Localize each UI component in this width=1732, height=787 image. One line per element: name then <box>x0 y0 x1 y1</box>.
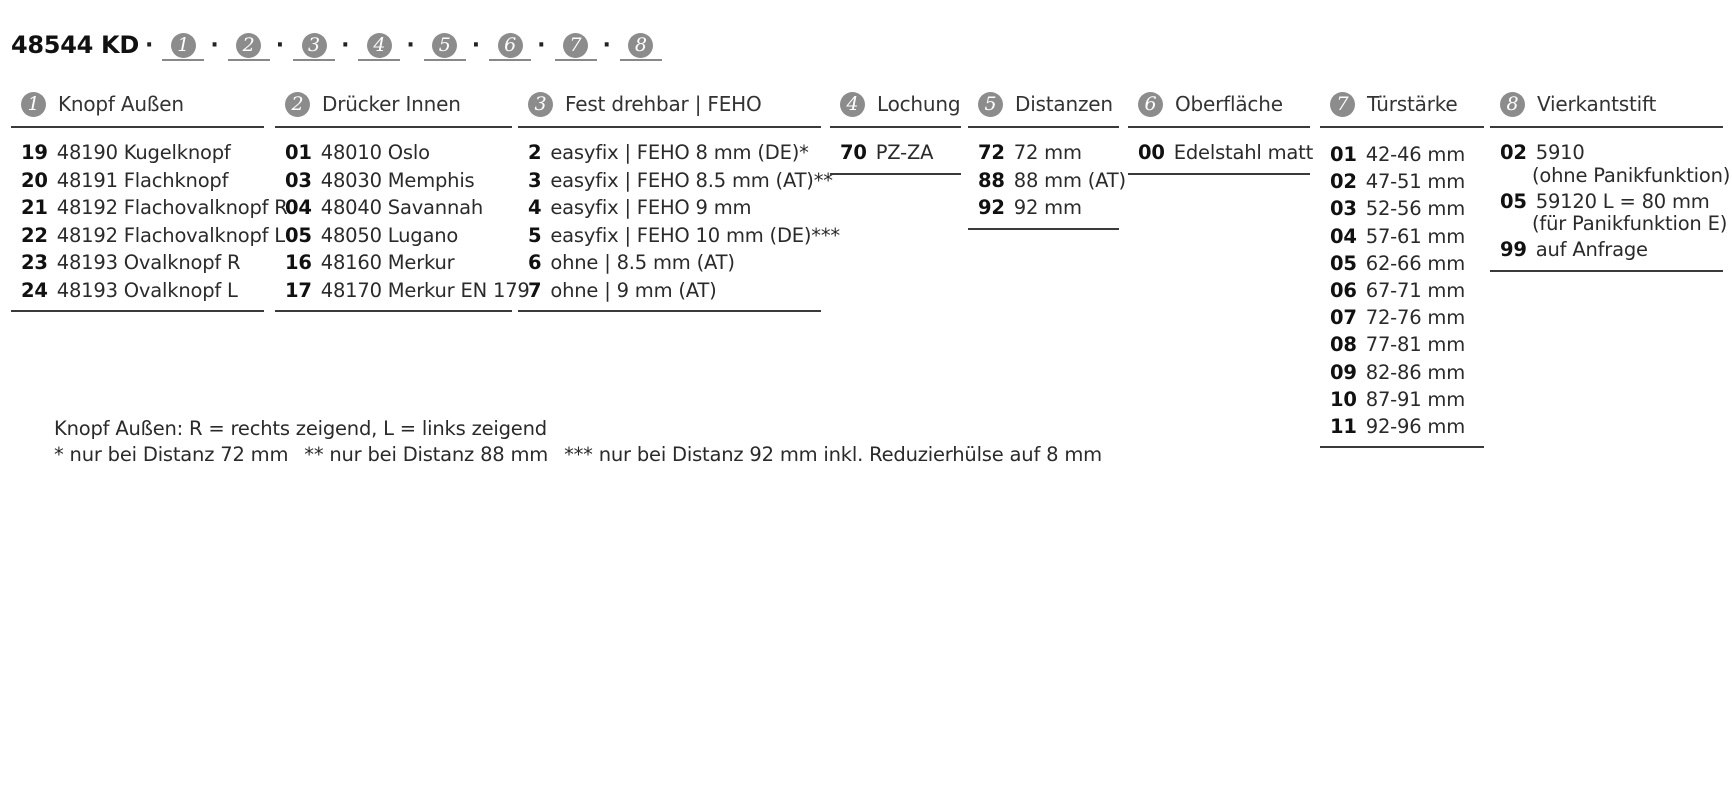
code-separator: · <box>144 32 154 58</box>
list-item <box>1330 141 1484 168</box>
column-fest-drehbar-feho <box>518 82 840 312</box>
column-number-badge: 5 <box>978 92 1003 117</box>
list-item <box>1330 223 1484 250</box>
option-code: 23 <box>21 251 48 274</box>
option-text: 48160 Merkur <box>320 251 455 274</box>
option-text: 5910 <box>1535 141 1585 164</box>
code-separator: · <box>471 32 481 58</box>
option-code: 04 <box>285 196 312 219</box>
option-code: 72 <box>978 141 1005 164</box>
option-text: easyfix | FEHO 8 mm (DE)* <box>550 141 809 164</box>
column-number-badge: 6 <box>1138 92 1163 117</box>
option-text: ohne | 8.5 mm (AT) <box>550 251 735 274</box>
footnote-distance-notes <box>54 442 1102 468</box>
order-code-line <box>11 28 662 62</box>
option-text: auf Anfrage <box>1535 238 1648 261</box>
option-text: 48192 Flachovalknopf R <box>56 196 288 219</box>
option-text: 48193 Ovalknopf L <box>56 278 238 302</box>
list-item <box>1138 139 1314 167</box>
option-code: 07 <box>1330 306 1357 330</box>
code-separator: · <box>602 32 611 58</box>
option-text: 62-66 mm <box>1365 251 1466 275</box>
code-slot-4 <box>358 29 400 61</box>
list-item <box>528 194 821 222</box>
column-title: Knopf Außen <box>58 92 184 116</box>
footnotes <box>54 416 1102 468</box>
option-code: 01 <box>1330 143 1357 166</box>
option-subtext: (für Panikfunktion E) <box>1532 212 1728 235</box>
option-code: 01 <box>285 141 312 164</box>
column-header <box>1128 82 1310 128</box>
option-subtext: (ohne Panikfunktion) <box>1532 163 1731 187</box>
list-item <box>978 194 1119 222</box>
column-header <box>968 82 1119 128</box>
list-item <box>21 249 264 277</box>
option-code: 3 <box>528 168 542 192</box>
option-list <box>1128 128 1314 175</box>
list-item <box>1330 168 1484 195</box>
list-item <box>285 249 512 277</box>
option-text: 92-96 mm <box>1365 415 1466 439</box>
footnote-92mm: *** nur bei Distanz 92 mm inkl. Reduzierhülse auf 8 mm <box>564 443 1102 466</box>
option-text: easyfix | FEHO 9 mm <box>550 196 752 219</box>
option-text: 48192 Flachovalknopf L <box>56 223 285 247</box>
option-code: 70 <box>840 141 867 164</box>
option-code: 5 <box>528 223 542 247</box>
slot-number-5: 5 <box>432 33 457 58</box>
list-item <box>528 277 821 305</box>
option-text: 87-91 mm <box>1365 387 1466 411</box>
option-code: 19 <box>21 141 48 164</box>
column-vierkantstift <box>1490 82 1731 272</box>
option-code: 16 <box>285 251 312 274</box>
column-header <box>1490 82 1723 128</box>
option-text: 88 mm (AT) <box>1013 168 1126 192</box>
column-number-badge: 2 <box>285 92 310 117</box>
list-item <box>1500 188 1728 237</box>
option-text: 48040 Savannah <box>320 196 484 219</box>
code-slot-1 <box>162 29 204 61</box>
option-text: 48170 Merkur EN 179 <box>320 278 530 302</box>
option-text: 72-76 mm <box>1365 306 1466 330</box>
list-item <box>1330 195 1484 222</box>
option-list <box>1490 128 1731 272</box>
list-item <box>528 249 821 277</box>
column-header <box>518 82 821 128</box>
code-separator: · <box>406 32 415 58</box>
code-slot-3 <box>293 29 335 61</box>
list-item <box>285 139 512 167</box>
option-code: 09 <box>1330 360 1357 384</box>
slot-number-2: 2 <box>236 33 261 58</box>
column-number-badge: 3 <box>528 92 553 117</box>
option-text: 48191 Flachknopf <box>56 168 229 192</box>
option-code: 02 <box>1330 170 1357 194</box>
column-number-badge: 7 <box>1330 92 1355 117</box>
list-item <box>1330 359 1484 386</box>
option-list <box>1320 128 1484 448</box>
list-item <box>285 222 512 250</box>
list-item <box>21 277 264 305</box>
option-text: Edelstahl matt <box>1173 141 1314 164</box>
option-code: 7 <box>528 278 542 302</box>
option-text: 57-61 mm <box>1365 224 1466 248</box>
option-text: 48050 Lugano <box>320 223 459 247</box>
list-item <box>840 139 961 167</box>
option-code: 02 <box>1500 141 1527 164</box>
slot-number-1: 1 <box>171 33 196 58</box>
option-text: 59120 L = 80 mm <box>1535 189 1710 213</box>
option-code: 05 <box>1500 189 1527 213</box>
option-code: 24 <box>21 278 48 302</box>
option-text: 82-86 mm <box>1365 360 1466 384</box>
list-item <box>1330 331 1484 358</box>
footnote-88mm: ** nur bei Distanz 88 mm <box>304 443 549 466</box>
column-title: Vierkantstift <box>1537 92 1657 116</box>
list-item <box>978 167 1126 195</box>
code-separator: · <box>341 32 350 58</box>
code-slot-8 <box>620 29 662 61</box>
column-title: Türstärke <box>1367 92 1458 116</box>
list-item <box>21 222 285 250</box>
column-lochung <box>830 82 961 175</box>
list-item <box>1330 277 1484 304</box>
column-distanzen <box>968 82 1126 230</box>
list-item <box>285 167 512 195</box>
option-text: 72 mm <box>1013 141 1082 164</box>
option-code: 03 <box>1330 197 1357 221</box>
option-text: 42-46 mm <box>1365 143 1466 166</box>
option-text: 48030 Memphis <box>320 168 475 192</box>
column-header <box>11 82 264 128</box>
footnote-72mm: * nur bei Distanz 72 mm <box>54 443 289 466</box>
option-list <box>275 128 530 312</box>
column-title: Fest drehbar | FEHO <box>565 92 762 116</box>
column-number-badge: 4 <box>840 92 865 117</box>
option-text: 92 mm <box>1013 196 1082 219</box>
slot-number-3: 3 <box>302 33 327 58</box>
article-code: 48544 KD <box>11 31 139 59</box>
option-text: easyfix | FEHO 10 mm (DE)*** <box>550 223 840 247</box>
option-list <box>11 128 288 312</box>
list-item <box>285 194 512 222</box>
option-code: 03 <box>285 168 312 192</box>
option-code: 05 <box>285 223 312 247</box>
option-code: 2 <box>528 141 542 164</box>
slot-number-8: 8 <box>628 33 653 58</box>
column-title: Lochung <box>877 92 961 116</box>
code-separator: · <box>275 32 285 58</box>
option-code: 6 <box>528 251 542 274</box>
column-tuerstaerke <box>1320 82 1484 448</box>
column-druecker-innen <box>275 82 530 312</box>
list-item <box>528 222 840 250</box>
list-item <box>978 139 1119 167</box>
option-code: 00 <box>1138 141 1165 164</box>
option-code: 08 <box>1330 333 1357 357</box>
code-slot-5 <box>424 29 466 61</box>
option-text: 67-71 mm <box>1365 279 1466 303</box>
option-text: 52-56 mm <box>1365 197 1466 221</box>
list-item <box>1500 139 1731 188</box>
option-list <box>968 128 1126 230</box>
footnote-knob-orientation: Knopf Außen: R = rechts zeigend, L = links zeigend <box>54 417 547 440</box>
code-slot-6 <box>489 29 531 61</box>
list-item <box>21 194 288 222</box>
slot-number-4: 4 <box>367 33 392 58</box>
column-oberflaeche <box>1128 82 1314 175</box>
column-header <box>830 82 961 128</box>
option-code: 22 <box>21 223 48 247</box>
option-code: 04 <box>1330 224 1357 248</box>
option-code: 06 <box>1330 279 1357 303</box>
column-knopf-aussen <box>11 82 288 312</box>
code-slot-7 <box>555 29 597 61</box>
option-code: 4 <box>528 196 542 219</box>
option-code: 99 <box>1500 238 1527 261</box>
code-separator: · <box>537 32 546 58</box>
option-text: 48190 Kugelknopf <box>56 141 231 164</box>
option-code: 21 <box>21 196 48 219</box>
column-title: Oberfläche <box>1175 92 1283 116</box>
code-separator: · <box>210 32 219 58</box>
option-text: PZ-ZA <box>875 141 934 164</box>
option-text: 48010 Oslo <box>320 141 430 164</box>
list-item <box>528 139 821 167</box>
option-text: 77-81 mm <box>1365 333 1466 357</box>
option-code: 17 <box>285 278 312 302</box>
list-item <box>1330 304 1484 331</box>
option-list <box>830 128 961 175</box>
option-text: easyfix | FEHO 8.5 mm (AT)** <box>550 168 833 192</box>
list-item <box>1330 413 1484 440</box>
column-header <box>275 82 512 128</box>
list-item <box>21 167 264 195</box>
column-title: Distanzen <box>1015 92 1113 116</box>
column-header <box>1320 82 1484 128</box>
slot-number-6: 6 <box>498 33 523 58</box>
list-item <box>1500 236 1723 264</box>
column-number-badge: 8 <box>1500 92 1525 117</box>
option-code: 92 <box>978 196 1005 219</box>
option-code: 88 <box>978 168 1005 192</box>
option-text: 48193 Ovalknopf R <box>56 251 241 274</box>
column-number-badge: 1 <box>21 92 46 117</box>
option-text: ohne | 9 mm (AT) <box>550 278 717 302</box>
option-list <box>518 128 840 312</box>
option-text: 47-51 mm <box>1365 170 1466 194</box>
option-code: 05 <box>1330 251 1357 275</box>
list-item <box>1330 386 1484 413</box>
option-code: 11 <box>1330 415 1357 439</box>
slot-number-7: 7 <box>563 33 588 58</box>
option-code: 20 <box>21 168 48 192</box>
column-title: Drücker Innen <box>322 92 461 116</box>
code-slot-2 <box>228 29 270 61</box>
list-item <box>528 167 833 195</box>
list-item <box>285 277 530 305</box>
list-item <box>1330 250 1484 277</box>
list-item <box>21 139 264 167</box>
option-code: 10 <box>1330 387 1357 411</box>
